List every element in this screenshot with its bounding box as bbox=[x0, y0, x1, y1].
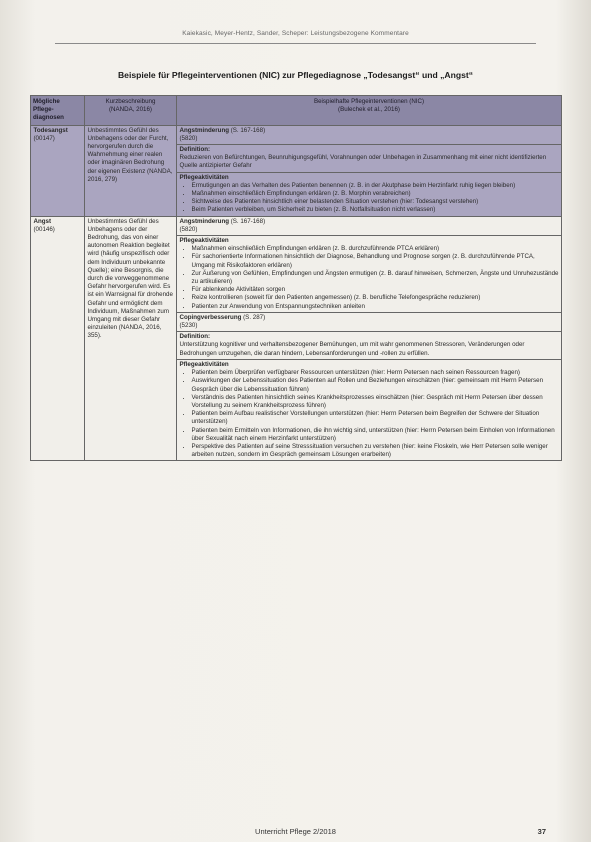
intervention-page: (S. 167-168) bbox=[230, 126, 266, 134]
intervention-block bbox=[180, 218, 559, 311]
diagnosis-name: Todesangst bbox=[33, 126, 68, 134]
list-item: • Maßnahmen einschließlich Empfindungen erklären (z. B. durchzuführende PTCA erklären) bbox=[192, 245, 559, 253]
intervention-block bbox=[180, 127, 559, 215]
diagnosis-cell bbox=[31, 125, 85, 216]
definition-block bbox=[177, 144, 561, 171]
table-row bbox=[31, 125, 562, 216]
activities-label: Pflegeaktivitäten bbox=[179, 237, 229, 245]
intervention-page: (S. 167-168) bbox=[230, 217, 266, 225]
activities-list bbox=[180, 245, 559, 311]
header-description-label: Kurzbeschreibung bbox=[105, 98, 156, 105]
intervention-heading bbox=[180, 218, 559, 226]
list-item: • Für ablenkende Aktivitäten sorgen bbox=[192, 286, 559, 294]
header-rule bbox=[55, 43, 536, 44]
intervention-code: (5820) bbox=[179, 225, 198, 233]
list-item: • Reize kontrollieren (soweit für den Patienten angemessen) (z. B. berufliche Telefongespräche reduzieren) bbox=[192, 294, 559, 302]
list-item: • Verständnis des Patienten hinsichtlich seines Krankheitsprozesses einschätzen (hier: Gespräch mit Herrn Petersen über dessen Vorstellung zu seinem Krankheitsprozess führen) bbox=[192, 394, 559, 410]
intervention-title: Angstminderung bbox=[179, 126, 229, 134]
list-item: • Patienten beim Aufbau realistischer Vorstellungen unterstützen (hier: Herrn Petersen beim Begreifen der Schwere der Situation unterstützen) bbox=[192, 410, 559, 426]
activities-label: Pflegeaktivitäten bbox=[179, 360, 229, 368]
intervention-page: (S. 287) bbox=[243, 313, 266, 321]
interventions-cell bbox=[177, 125, 562, 216]
header-interventions-source: (Bulechek et al., 2016) bbox=[338, 106, 400, 114]
list-item: • Patienten beim Ermitteln von Informationen, die ihn wichtig sind, unterstützen (hier: Herrn Petersen beim Einholen von Informationen über Sexualität nach einem Herzinfarkt unterstützen) bbox=[192, 427, 559, 443]
list-item: • Beim Patienten verbleiben, um Sicherheit zu bieten (z. B. Notfallsituation nicht verlassen) bbox=[192, 206, 559, 214]
activities-block bbox=[177, 359, 561, 459]
table-row bbox=[31, 216, 562, 461]
intervention-table bbox=[30, 95, 562, 461]
running-head: Kaiekasic, Meyer-Hentz, Sander, Scheper: Leistungsbezogene Kommentare bbox=[182, 30, 409, 37]
diagnosis-cell bbox=[31, 216, 85, 461]
description-cell: Unbestimmtes Gefühl des Unbehagens oder der Bedrohung, das von einer autonomen Reaktion begleitet wird (häufig unspezifisch oder dem Individuum unbekannte Quelle); eine Besorgnis, die durch die vorweggenommene Gefahr hervorgerufen wird. Es ist ein Warnsignal für drohende Gefahr und ermöglicht dem Individuum, Maßnahmen zum Umgang mit dieser Gefahr einzuleiten (NANDA, 2016, 355). bbox=[85, 216, 177, 461]
header-interventions-label: Beispielhafte Pflegeinterventionen (NIC) bbox=[313, 98, 425, 105]
definition-label: Definition: bbox=[179, 333, 211, 341]
intervention-title: Angstminderung bbox=[179, 217, 229, 225]
definition-text: Unterstützung kognitiver und verhaltensbezogener Bemühungen, um mit wahr genommenen Stressoren, Veränderungen oder Bedrohungen umzugehen, die daran hindern, Lebensanforderungen und -rollen zu erfüllen. bbox=[179, 341, 525, 357]
intervention-code: (5820) bbox=[179, 134, 198, 142]
list-item: • Patienten beim Überprüfen verfügbarer Ressourcen unterstützen (hier: Herrn Petersen nach seinen Ressourcen fragen) bbox=[192, 369, 559, 377]
header-interventions bbox=[177, 96, 562, 126]
list-item: • Maßnahmen einschließlich Empfindungen erklären (z. B. Morphin verabreichen) bbox=[192, 190, 559, 198]
table-title: Beispiele für Pflegeinterventionen (NIC) zur Pflegediagnose „Todesangst“ und „Angst“ bbox=[117, 70, 474, 80]
page-footer: Unterricht Pflege 2/2018 bbox=[255, 827, 336, 836]
intervention-block bbox=[177, 312, 561, 459]
intervention-heading bbox=[180, 127, 559, 135]
list-item: • Zur Äußerung von Gefühlen, Empfindungen und Ängsten ermutigen (z. B. darauf hinweisen, Schmerzen, Ängste und Unruhezustände zu artikulieren) bbox=[192, 270, 559, 286]
header-description bbox=[85, 96, 177, 126]
header-description-source: (NANDA, 2016) bbox=[109, 106, 152, 114]
definition-label: Definition: bbox=[179, 146, 211, 154]
list-item: • Für sachorientierte Informationen hinsichtlich der Diagnose, Behandlung und Prognose sorgen (z. B. durchzuführende PTCA, Umgang mit Risikofaktoren erklären) bbox=[192, 253, 559, 269]
activities-list bbox=[180, 182, 559, 215]
description-cell: Unbestimmtes Gefühl des Unbehagens oder der Furcht, hervorgerufen durch die Wahrnehmung einer realen oder imaginären Bedrohung der eigenen Existenz (NANDA, 2016, 279) bbox=[85, 125, 177, 216]
intervention-title: Copingverbesserung bbox=[179, 313, 242, 321]
diagnosis-code: (00146) bbox=[33, 225, 55, 233]
activities-block bbox=[177, 235, 561, 311]
diagnosis-name: Angst bbox=[33, 217, 52, 225]
intervention-code: (5230) bbox=[179, 322, 198, 330]
interventions-cell bbox=[177, 216, 562, 461]
activities-list bbox=[180, 369, 559, 459]
definition-block bbox=[177, 331, 561, 358]
intervention-heading bbox=[180, 314, 559, 322]
list-item: • Patienten zur Anwendung von Entspannungstechniken anleiten bbox=[192, 303, 559, 311]
list-item: • Sichtweise des Patienten hinsichtlich einer belastenden Situation verstehen (hier: Todesangst verstehen) bbox=[192, 198, 559, 206]
header-diagnoses: Mögliche Pflege-diagnosen bbox=[31, 96, 85, 126]
diagnosis-code: (00147) bbox=[33, 134, 55, 142]
table-body bbox=[31, 125, 562, 461]
table-header-row bbox=[31, 96, 562, 126]
activities-label: Pflegeaktivitäten bbox=[179, 173, 229, 181]
definition-text: Reduzieren von Befürchtungen, Beunruhigungsgefühl, Vorahnungen oder Unbehagen in Zusammenhang mit einer nicht identifizierten Quelle antizipierter Gefahr bbox=[179, 154, 547, 170]
page-number: 37 bbox=[537, 827, 546, 836]
activities-block bbox=[177, 172, 561, 215]
list-item: • Ermutigungen an das Verhalten des Patienten benennen (z. B. in der Akutphase beim Herzinfarkt ruhig liegen bleiben) bbox=[192, 182, 559, 190]
list-item: • Perspektive des Patienten auf seine Stresssituation versuchen zu verstehen (hier: keine Floskeln, wie Herr Petersen solle weniger arbeiten nutzen, sondern im Gespräch gemeinsam Lösungen erarbeiten) bbox=[192, 443, 559, 459]
list-item: • Auswirkungen der Lebenssituation des Patienten auf Rollen und Beziehungen einschätzen (hier: gemeinsam mit Herrn Petersen Gespräch über die Lebenssituation führen) bbox=[192, 377, 559, 393]
